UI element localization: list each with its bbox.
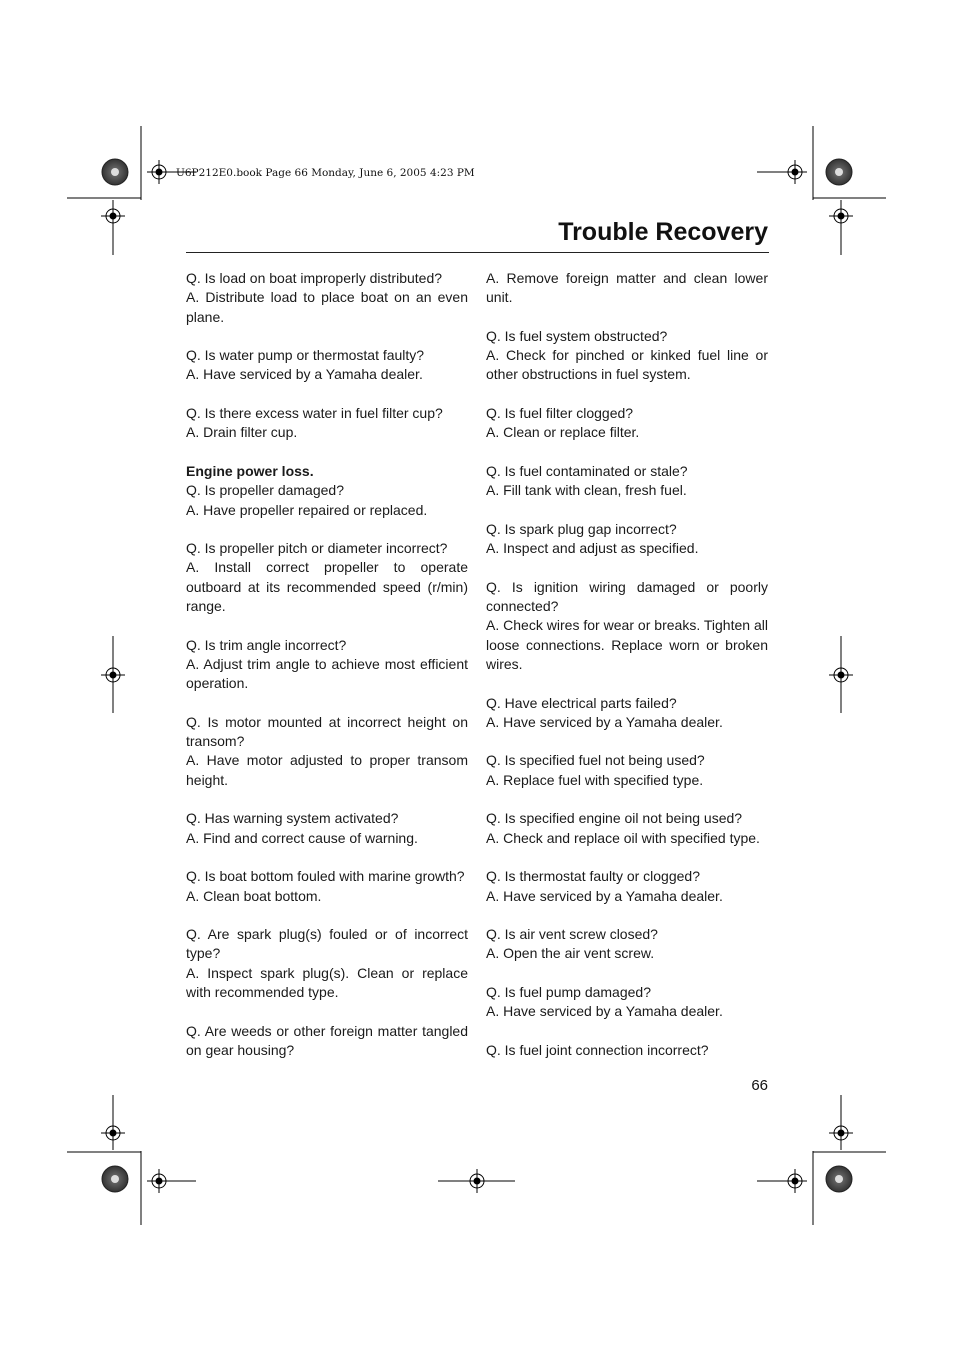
qa-item	[486, 462, 768, 501]
section-heading: Engine power loss.	[186, 462, 314, 479]
question: Q. Is spark plug gap incorrect?	[486, 520, 677, 537]
question: Q. Is motor mounted at incorrect height on transom?	[186, 713, 468, 750]
title-rule	[186, 252, 769, 253]
qa-item	[186, 462, 468, 520]
answer: A. Have serviced by a Yamaha dealer.	[486, 713, 723, 730]
qa-item	[186, 404, 468, 443]
qa-item	[486, 925, 768, 964]
page-title: Trouble Recovery	[558, 218, 768, 246]
question: Q. Is ignition wiring damaged or poorly connected?	[486, 578, 768, 615]
answer: A. Have serviced by a Yamaha dealer.	[486, 887, 723, 904]
qa-item	[486, 327, 768, 385]
answer: A. Inspect spark plug(s). Clean or replace with recommended type.	[186, 964, 468, 1000]
question: Q. Is boat bottom fouled with marine growth?	[186, 868, 465, 885]
qa-item	[486, 520, 768, 559]
qa-item	[486, 404, 768, 443]
qa-item	[486, 751, 768, 790]
question: Q. Are spark plug(s) fouled or of incorrect type?	[186, 926, 468, 962]
question: Q. Have electrical parts failed?	[486, 694, 677, 711]
qa-item	[186, 1022, 468, 1061]
qa-item	[486, 269, 768, 308]
qa-item	[186, 925, 468, 1002]
answer: A. Open the air vent screw.	[486, 945, 655, 962]
question: Q. Is air vent screw closed?	[486, 926, 658, 943]
question: Q. Is fuel system obstructed?	[486, 327, 668, 344]
answer: A. Find and correct cause of warning.	[186, 829, 418, 846]
qa-item	[486, 694, 768, 733]
question: Q. Is there excess water in fuel filter cup?	[186, 405, 443, 422]
question: Q. Is propeller damaged?	[186, 482, 344, 499]
qa-item	[486, 578, 768, 674]
qa-item	[486, 867, 768, 906]
qa-item	[186, 269, 468, 327]
page-number: 66	[751, 1077, 768, 1094]
question: Q. Is trim angle incorrect?	[186, 636, 347, 653]
answer: A. Drain filter cup.	[186, 424, 298, 441]
question: Q. Is specified fuel not being used?	[486, 752, 705, 769]
question: Q. Has warning system activated?	[186, 810, 399, 827]
answer: A. Clean boat bottom.	[186, 887, 322, 904]
qa-item	[186, 867, 468, 906]
answer: A. Check and replace oil with specified type.	[486, 829, 760, 846]
question: Q. Is fuel pump damaged?	[486, 983, 651, 1000]
question: Q. Is fuel joint connection incorrect?	[486, 1041, 709, 1058]
answer: A. Replace fuel with specified type.	[486, 771, 704, 788]
qa-item	[486, 1041, 768, 1060]
answer: A. Distribute load to place boat on an even plane.	[186, 289, 468, 325]
answer: A. Have propeller repaired or replaced.	[186, 501, 428, 518]
answer: A. Have serviced by a Yamaha dealer.	[186, 366, 423, 383]
question: Q. Are weeds or other foreign matter tangled on gear housing?	[186, 1022, 468, 1058]
qa-item	[186, 346, 468, 385]
qa-item	[486, 983, 768, 1022]
answer: A. Check wires for wear or breaks. Tighten all loose connections. Replace worn or broken wires.	[486, 617, 768, 672]
qa-item	[186, 636, 468, 694]
qa-item	[186, 539, 468, 616]
question: Q. Is specified engine oil not being used?	[486, 810, 743, 827]
question: Q. Is load on boat improperly distributed?	[186, 270, 443, 286]
answer: A. Remove foreign matter and clean lower unit.	[486, 270, 768, 306]
answer: A. Install correct propeller to operate outboard at its recommended speed (r/min) range.	[186, 559, 468, 615]
qa-item	[186, 713, 468, 790]
right-column	[486, 269, 768, 1079]
qa-item	[186, 809, 468, 848]
left-column	[186, 269, 468, 1079]
file-info: U6P212E0.book Page 66 Monday, June 6, 2005 4:23 PM	[176, 167, 475, 179]
answer: A. Inspect and adjust as specified.	[486, 540, 699, 557]
qa-item	[486, 809, 768, 848]
answer: A. Check for pinched or kinked fuel line or other obstructions in fuel system.	[486, 347, 768, 383]
answer: A. Have serviced by a Yamaha dealer.	[486, 1003, 723, 1020]
question: Q. Is thermostat faulty or clogged?	[486, 868, 700, 885]
answer: A. Have motor adjusted to proper transom height.	[186, 752, 468, 788]
answer: A. Clean or replace filter.	[486, 424, 640, 441]
question: Q. Is fuel filter clogged?	[486, 405, 634, 422]
answer: A. Adjust trim angle to achieve most efficient operation.	[186, 655, 468, 692]
question: Q. Is fuel contaminated or stale?	[486, 462, 688, 479]
question: Q. Is water pump or thermostat faulty?	[186, 347, 425, 364]
question: Q. Is propeller pitch or diameter incorrect?	[186, 540, 448, 557]
answer: A. Fill tank with clean, fresh fuel.	[486, 482, 687, 499]
